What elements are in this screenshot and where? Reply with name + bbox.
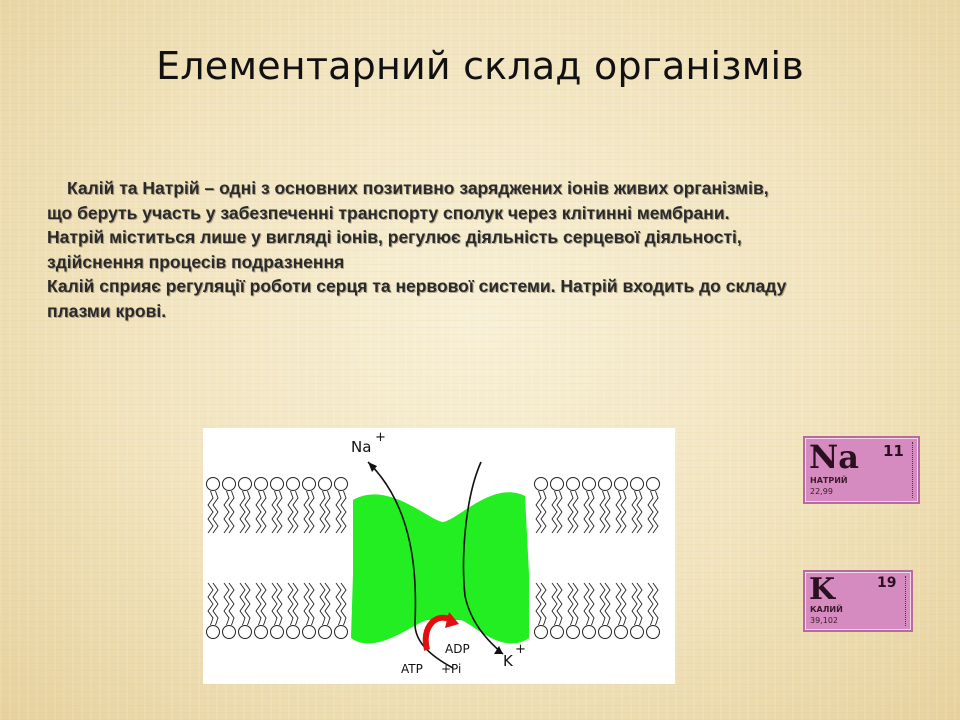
- lipid-tail: [573, 491, 578, 533]
- atomic-number: 19: [877, 575, 897, 591]
- lipid-tail: [245, 583, 250, 625]
- lipid-tail: [208, 583, 213, 625]
- k-ion-charge: +: [515, 642, 526, 657]
- element-name: КАЛИЙ: [810, 605, 843, 614]
- lipid-tail: [584, 491, 589, 533]
- lipid-tail: [256, 583, 261, 625]
- lipid-head: [599, 626, 612, 639]
- lipid-tail: [616, 491, 621, 533]
- lipid-tail: [208, 491, 213, 533]
- lipid-head: [567, 626, 580, 639]
- lipid-tail: [224, 583, 229, 625]
- lipid-head: [319, 626, 332, 639]
- slide-body-text: [47, 176, 927, 323]
- lipid-head: [335, 626, 348, 639]
- card-edge: [912, 442, 916, 498]
- lipid-tail: [341, 583, 346, 625]
- lipid-tail: [605, 491, 610, 533]
- lipid-head: [287, 478, 300, 491]
- lipid-tail: [568, 583, 573, 625]
- lipid-tail: [653, 491, 658, 533]
- lipid-head: [551, 478, 564, 491]
- na-ion-label: Na: [351, 438, 372, 456]
- lipid-head: [255, 478, 268, 491]
- lipid-head: [551, 626, 564, 639]
- lipid-head: [223, 478, 236, 491]
- lipid-tail: [293, 583, 298, 625]
- lipid-tail: [325, 583, 330, 625]
- lipid-tail: [573, 583, 578, 625]
- k-ion-label: K: [503, 652, 513, 670]
- lipid-head: [567, 478, 580, 491]
- lipid-tail: [648, 583, 653, 625]
- lipid-tail: [632, 583, 637, 625]
- lipid-tail: [288, 583, 293, 625]
- lipid-head: [223, 626, 236, 639]
- lipid-tail: [336, 491, 341, 533]
- lipid-head: [255, 626, 268, 639]
- lipid-head: [631, 626, 644, 639]
- atp-label: ATP: [401, 662, 423, 676]
- lipid-tail: [304, 491, 309, 533]
- lipid-tail: [320, 491, 325, 533]
- lipid-tail: [240, 491, 245, 533]
- body-line: Калій та Натрій – одні з основних позитивно заряджених іонів живих організмів,: [67, 178, 769, 198]
- lipid-head: [303, 478, 316, 491]
- lipid-tail: [229, 583, 234, 625]
- lipid-tail: [293, 491, 298, 533]
- lipid-head: [335, 478, 348, 491]
- lipid-tail: [277, 583, 282, 625]
- body-line: здійснення процесів подразнення: [47, 251, 345, 272]
- lipid-tail: [277, 491, 282, 533]
- lipid-head: [535, 478, 548, 491]
- lipid-head: [647, 626, 660, 639]
- lipid-tail: [589, 583, 594, 625]
- element-name: НАТРИЙ: [810, 476, 848, 485]
- lipid-head: [271, 478, 284, 491]
- lipid-tail: [240, 583, 245, 625]
- lipid-tail: [245, 491, 250, 533]
- lipid-tail: [637, 491, 642, 533]
- element-symbol: Na: [809, 438, 859, 476]
- potassium-element-card: [803, 570, 913, 632]
- lipid-tail: [648, 491, 653, 533]
- lipid-tail: [256, 491, 261, 533]
- lipid-head: [271, 626, 284, 639]
- lipid-tail: [621, 583, 626, 625]
- lipid-tail: [320, 583, 325, 625]
- lipid-head: [207, 626, 220, 639]
- lipid-head: [631, 478, 644, 491]
- lipid-head: [647, 478, 660, 491]
- lipid-tail: [584, 583, 589, 625]
- lipid-tail: [229, 491, 234, 533]
- lipid-head: [583, 626, 596, 639]
- sodium-potassium-pump-figure: [203, 428, 675, 684]
- lipid-tail: [552, 491, 557, 533]
- lipid-head: [303, 626, 316, 639]
- lipid-tail: [616, 583, 621, 625]
- lipid-tail: [288, 491, 293, 533]
- lipid-tail: [637, 583, 642, 625]
- lipid-tail: [653, 583, 658, 625]
- lipid-tail: [552, 583, 557, 625]
- body-line: Натрій міститься лише у вигляді іонів, регулює діяльність серцевої діяльності,: [47, 227, 742, 247]
- membrane-illustration: [203, 428, 675, 684]
- lipid-head: [287, 626, 300, 639]
- lipid-tail: [309, 491, 314, 533]
- lipid-head: [535, 626, 548, 639]
- lipid-tail: [336, 583, 341, 625]
- lipid-tail: [605, 583, 610, 625]
- lipid-tail: [589, 491, 594, 533]
- body-line: що беруть участь у забезпеченні транспорту сполук через клітинні мембрани.: [47, 202, 730, 223]
- sodium-element-card: [803, 436, 920, 504]
- lipid-head: [583, 478, 596, 491]
- lipid-tail: [261, 491, 266, 533]
- na-ion-charge: +: [375, 430, 386, 445]
- lipid-tail: [621, 491, 626, 533]
- lipid-tail: [325, 491, 330, 533]
- lipid-head: [615, 626, 628, 639]
- adp-label: ADP: [445, 642, 470, 656]
- lipid-tail: [600, 583, 605, 625]
- lipid-head: [615, 478, 628, 491]
- slide-title: Елементарний склад організмів: [156, 44, 804, 88]
- atomic-mass: 22,99: [810, 487, 833, 496]
- lipid-tail: [568, 491, 573, 533]
- lipid-tail: [309, 583, 314, 625]
- lipid-tail: [557, 583, 562, 625]
- lipid-tail: [213, 583, 218, 625]
- pi-label: +Pi: [441, 662, 462, 676]
- lipid-tail: [304, 583, 309, 625]
- lipid-head: [239, 626, 252, 639]
- lipid-tail: [632, 491, 637, 533]
- lipid-tail: [261, 583, 266, 625]
- lipid-tail: [557, 491, 562, 533]
- lipid-tail: [341, 491, 346, 533]
- lipid-head: [207, 478, 220, 491]
- lipid-tail: [272, 583, 277, 625]
- lipid-head: [239, 478, 252, 491]
- element-symbol: K: [809, 572, 836, 607]
- lipid-tail: [224, 491, 229, 533]
- lipid-tail: [541, 583, 546, 625]
- lipid-tail: [600, 491, 605, 533]
- card-edge: [905, 576, 909, 626]
- body-line: плазми крові.: [47, 300, 167, 321]
- lipid-tail: [272, 491, 277, 533]
- lipid-tail: [213, 491, 218, 533]
- lipid-tail: [536, 583, 541, 625]
- lipid-head: [319, 478, 332, 491]
- body-line: Калій сприяє регуляції роботи серця та нервової системи. Натрій входить до складу: [47, 276, 787, 296]
- lipid-tail: [541, 491, 546, 533]
- lipid-tail: [536, 491, 541, 533]
- atomic-mass: 39,102: [810, 616, 838, 625]
- lipid-head: [599, 478, 612, 491]
- atomic-number: 11: [883, 442, 904, 460]
